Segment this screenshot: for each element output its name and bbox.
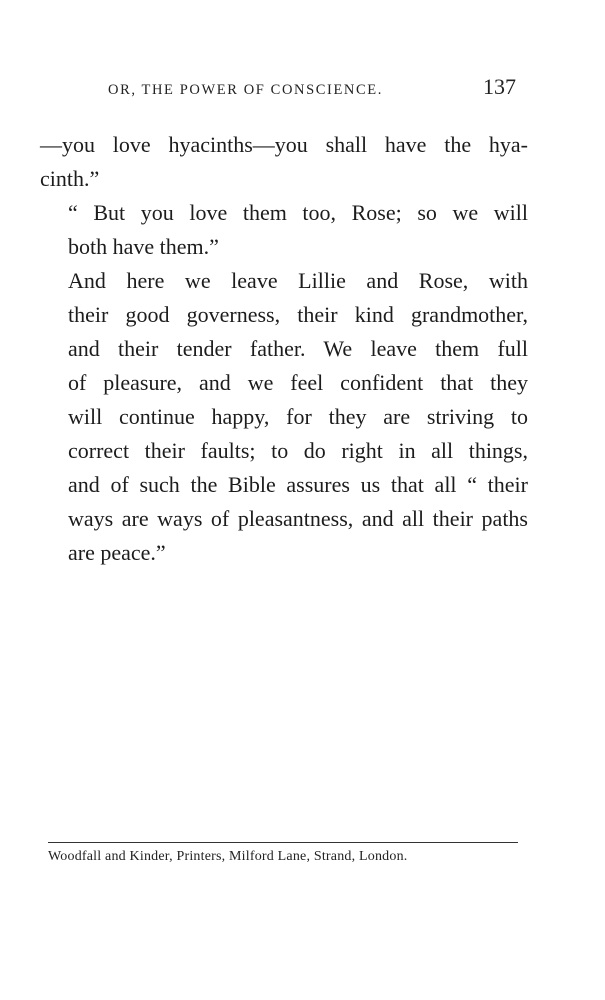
paragraph-1 — [40, 128, 528, 196]
text-line: and of such the Bible assures us that all “ their — [68, 472, 528, 497]
page-number: 137 — [483, 74, 516, 99]
text-line: —you love hyacinths—you shall have the hya- — [40, 132, 528, 157]
text-line: correct their faults; to do right in all things, — [68, 438, 528, 463]
text-line: and their tender father. We leave them full — [68, 336, 528, 361]
running-head — [108, 74, 518, 104]
text-line: ways are ways of pleasantness, and all their paths — [68, 506, 528, 531]
paragraph-2 — [40, 196, 528, 264]
text-line: will continue happy, for they are striving to — [68, 404, 528, 429]
text-line: their good governess, their kind grandmother, — [68, 302, 528, 327]
text-line: of pleasure, and we feel confident that they — [68, 370, 528, 395]
text-line: cinth.” — [40, 166, 100, 191]
printer-imprint — [48, 842, 518, 865]
text-line: And here we leave Lillie and Rose, with — [68, 268, 528, 293]
body-text — [40, 128, 528, 570]
text-line: “ But you love them too, Rose; so we will — [68, 200, 528, 225]
paragraph-3 — [40, 264, 528, 570]
text-line: are peace.” — [68, 540, 166, 565]
imprint-text: Woodfall and Kinder, Printers, Milford Lane, Strand, London. — [48, 849, 408, 864]
running-title: OR, THE POWER OF CONSCIENCE. — [108, 82, 383, 98]
text-line: both have them.” — [68, 234, 219, 259]
